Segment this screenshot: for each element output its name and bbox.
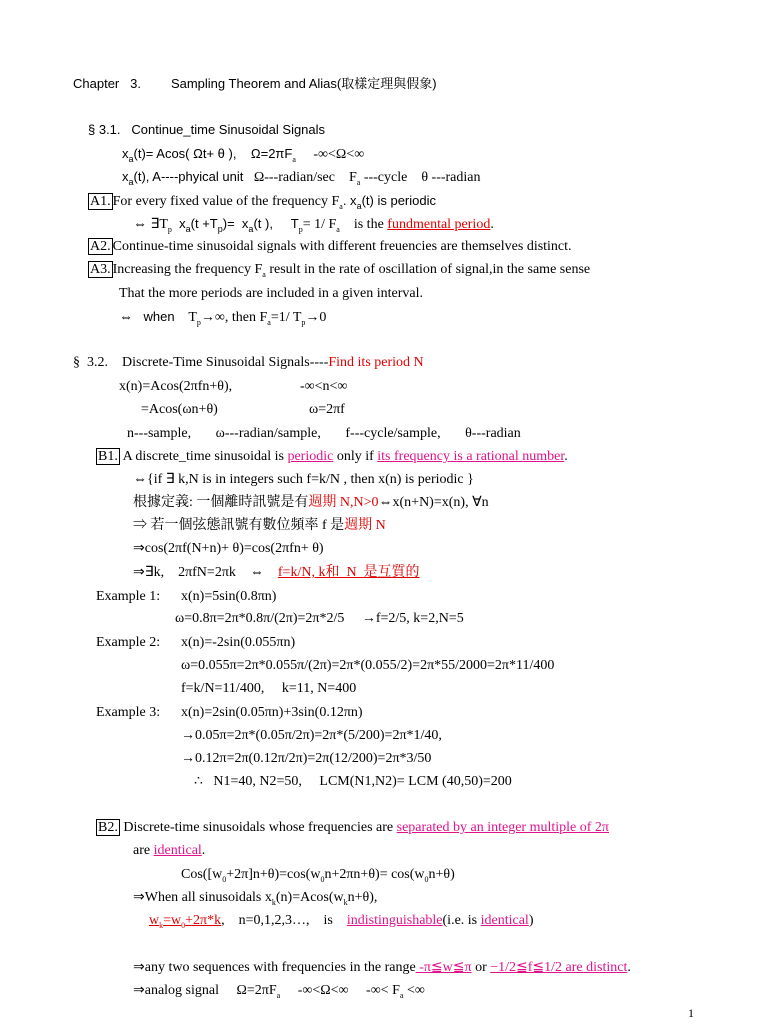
example-1-label: Example 1: (96, 589, 161, 604)
eq-discrete-1: x(n)=Acos(2πfn+θ), (119, 379, 233, 394)
a2-box: A2. (90, 239, 111, 254)
b2-any-two: ⇒any two sequences with frequencies in the range -π≦w≦π or −1/2≦f≦1/2 are distinct. (133, 960, 631, 975)
fundamental-period-term: fundmental period (387, 217, 491, 232)
b2-wk-line: $w_k=w_0+2\pi*k$, n=0,1,2,3…, is indistinguishable(i.e. is identical) (149, 913, 534, 930)
example-3-signal: x(n)=2sin(0.05πn)+3sin(0.12πn) (181, 705, 363, 720)
eq-discrete-2-omega: ω=2πf (309, 402, 345, 417)
example-2-derivation: ω=0.055π=2π*0.055π/(2π)=2π*(0.055/2)=2π*55/2000=2π*11/400 (181, 658, 555, 673)
b2-cos-identity: $Cos([w_0+2\pi]n+\theta)=\cos(w_0n+2\pi n+\theta)= \cos(w_0n+\theta)$ (181, 867, 455, 884)
example-3-label: Example 3: (96, 705, 161, 720)
example-3-step-1: →0.05π=2π*(0.05π/2π)=2π*(5/200)=2π*1/40, (181, 728, 442, 743)
a3-line: A3. Increasing the frequency $F_a$ result in the rate of oscillation of signal,in the same sense (90, 262, 591, 279)
section-3-1-title: § 3.1. Continue_time Sinusoidal Signals (88, 122, 326, 137)
a1-box: A1. (90, 194, 111, 209)
eq-continuous-sinusoid: $x_a(t)= Acos$( Ωt+ θ ), $\Omega=2\pi F_a$ -∞<Ω<∞ (122, 146, 365, 164)
example-1-signal: x(n)=5sin(0.8πn) (181, 589, 277, 604)
b2-line: B2. Discrete-time sinusoidals whose frequencies are separated by an integer multiple of 2π (98, 820, 609, 835)
a2-line: A2. Continue-time sinusoidal signals with different freuencies are themselves distinct. (90, 239, 572, 254)
eq-discrete-2: =Acos(ωn+θ) (141, 402, 218, 417)
b2-box: B2. (98, 820, 118, 835)
period-definition: ⇔ $\exists T_p$ $x_a(t +T_p)= x_a(t$ ), $T_p= 1/$ $F_a$ is the fundmental period. (133, 216, 494, 234)
units-line: $x_a(t)$, A----phyical unit Ω---radian/sec $F_a$ ---cycle θ ---radian (122, 169, 481, 187)
a1-line: A1. For every fixed value of the frequency $F_a$. $x_a(t)$ is periodic (90, 193, 436, 211)
example-2-signal: x(n)=-2sin(0.055πn) (181, 635, 296, 650)
a3-box: A3. (90, 262, 111, 277)
b1-box: B1. (98, 449, 118, 464)
b2-analog-signal: ⇒analog signal $\Omega=2\pi F_a$ -∞<Ω<∞ -∞< $F_a$ <∞ (133, 983, 425, 1000)
example-2-result: f=k/N=11/400, k=11, N=400 (181, 681, 357, 696)
b2-when-all: ⇒When all sinusoidals $x_k(n)=Acos(w_kn+\theta)$, (133, 890, 378, 907)
b1-implication: ⇒ 若一個弦態訊號有數位頻率 f 是週期 N (133, 518, 386, 533)
discrete-definitions: n---sample, ω---radian/sample, f---cycle/sample, θ---radian (127, 426, 521, 441)
b1-definition: 根據定義: 一個離時訊號是有週期 N,N>0⇔x(n+N)=x(n), ∀n (133, 495, 489, 510)
example-3-lcm: ∴ N1=40, N2=50, LCM(N1,N2)= LCM (40,50)=200 (194, 774, 512, 789)
example-2-label: Example 2: (96, 635, 161, 650)
b1-cos-equation: ⇒cos(2πf(N+n)+ θ)=cos(2πfn+ θ) (133, 541, 324, 556)
page-number: 1 (688, 1006, 694, 1020)
a3-line-2: That the more periods are included in a given interval. (119, 286, 424, 301)
section-3-2-title: § 3.2. Discrete-Time Sinusoidal Signals----Find its period N (73, 355, 424, 370)
example-1-derivation: ω=0.8π=2π*0.8π/(2π)=2π*2/5 →f=2/5, k=2,N=5 (175, 611, 464, 626)
eq-discrete-1-range: -∞<n<∞ (300, 379, 348, 394)
when-line: ⇔ when $T_p\to\infty$, then $F_a=1/$ $T_p\to 0$ (119, 309, 327, 327)
b1-line: B1. A discrete_time sinusoidal is periodic only if its frequency is a rational number. (98, 449, 568, 464)
b2-identical: are identical. (133, 843, 206, 858)
b1-condition: ⇔{if ∃ k,N is in integers such f=k/N , then x(n) is periodic } (133, 472, 474, 487)
b1-exists-k: ⇒∃k, 2πfN=2πk ⇔ f=k/N, k和 N 是互質的 (133, 565, 420, 580)
example-3-step-2: →0.12π=2π(0.12π/2π)=2π(12/200)=2π*3/50 (181, 751, 432, 766)
chapter-heading: Chapter 3. Sampling Theorem and Alias(取樣定理與假象) (73, 76, 437, 91)
